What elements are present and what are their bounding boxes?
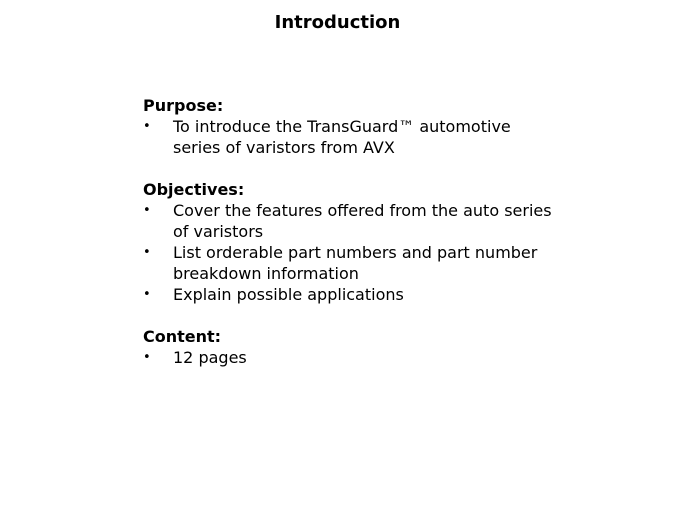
list-item-text: To introduce the TransGuard™ automotive series of varistors from AVX — [173, 117, 511, 157]
list-item-text: 12 pages — [173, 348, 247, 367]
slide-content — [143, 96, 563, 390]
list-item-text: Cover the features offered from the auto series of varistors — [173, 201, 552, 241]
list-item — [143, 284, 563, 305]
content-section — [143, 327, 563, 368]
list-item — [143, 242, 563, 284]
objectives-heading: Objectives: — [143, 180, 245, 199]
list-item — [143, 347, 563, 368]
bullet-icon: • — [143, 350, 151, 365]
bullet-icon: • — [143, 203, 151, 218]
purpose-section — [143, 96, 563, 158]
bullet-icon: • — [143, 287, 151, 302]
objectives-list — [143, 200, 563, 305]
purpose-heading: Purpose: — [143, 96, 224, 115]
slide-title: Introduction — [274, 12, 401, 33]
content-heading: Content: — [143, 327, 222, 346]
list-item — [143, 200, 563, 242]
objectives-section — [143, 180, 563, 305]
bullet-icon: • — [143, 245, 151, 260]
list-item-text: List orderable part numbers and part number breakdown information — [173, 243, 538, 283]
purpose-list — [143, 116, 563, 158]
bullet-icon: • — [143, 119, 151, 134]
list-item — [143, 116, 563, 158]
list-item-text: Explain possible applications — [173, 285, 404, 304]
content-list — [143, 347, 563, 368]
